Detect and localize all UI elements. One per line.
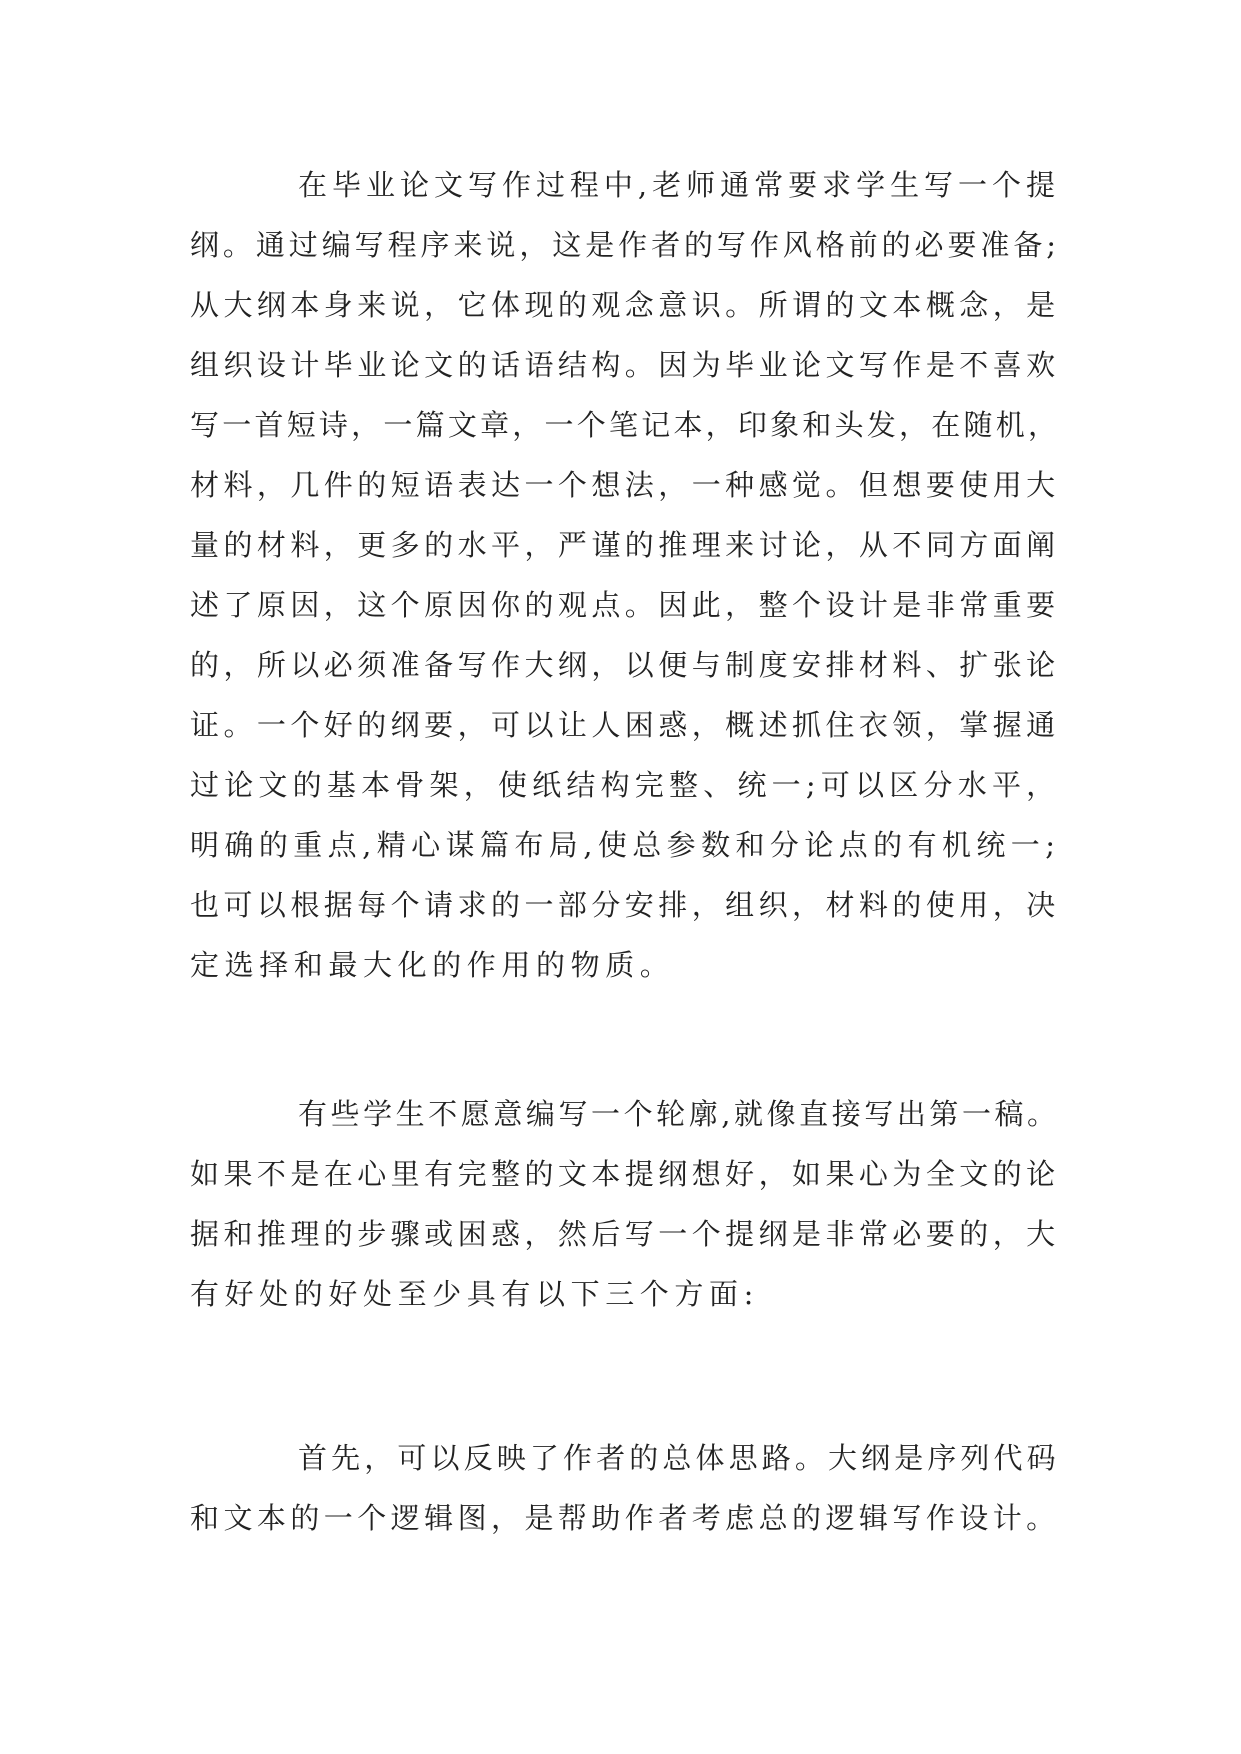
text-line: 证。一个好的纲要，可以让人困惑，概述抓住衣领，掌握通 (190, 708, 1060, 742)
text-line: 据和推理的步骤或困惑，然后写一个提纲是非常必要的，大 (190, 1217, 1060, 1251)
text-line: 也可以根据每个请求的一部分安排，组织，材料的使用，决 (190, 888, 1060, 922)
text-line: 的，所以必须准备写作大纲，以便与制度安排材料、扩张论 (190, 648, 1060, 682)
text-line: 材料，几件的短语表达一个想法，一种感觉。但想要使用大 (190, 468, 1060, 502)
text-line: 写一首短诗，一篇文章，一个笔记本，印象和头发，在随机， (190, 408, 1061, 442)
text-line: 组织设计毕业论文的话语结构。因为毕业论文写作是不喜欢 (190, 348, 1060, 382)
text-line: 从大纲本身来说，它体现的观念意识。所谓的文本概念，是 (190, 288, 1060, 322)
text-line: 如果不是在心里有完整的文本提纲想好，如果心为全文的论 (190, 1157, 1060, 1191)
text-line: 有些学生不愿意编写一个轮廓,就像直接写出第一稿。 (298, 1097, 1060, 1131)
text-line: 纲。通过编写程序来说，这是作者的写作风格前的必要准备; (190, 228, 1060, 262)
text-line: 首先，可以反映了作者的总体思路。大纲是序列代码 (298, 1441, 1060, 1475)
text-line: 和文本的一个逻辑图，是帮助作者考虑总的逻辑写作设计。 (190, 1501, 1060, 1535)
text-line: 过论文的基本骨架，使纸结构完整、统一;可以区分水平， (190, 768, 1061, 802)
text-line: 明确的重点,精心谋篇布局,使总参数和分论点的有机统一; (190, 828, 1061, 862)
text-line: 量的材料，更多的水平，严谨的推理来讨论，从不同方面阐 (190, 528, 1060, 562)
text-line: 述了原因，这个原因你的观点。因此，整个设计是非常重要 (190, 588, 1060, 622)
text-line: 定选择和最大化的作用的物质。 (190, 948, 675, 982)
text-line: 有好处的好处至少具有以下三个方面: (190, 1277, 759, 1311)
text-line: 在毕业论文写作过程中,老师通常要求学生写一个提 (298, 168, 1061, 202)
